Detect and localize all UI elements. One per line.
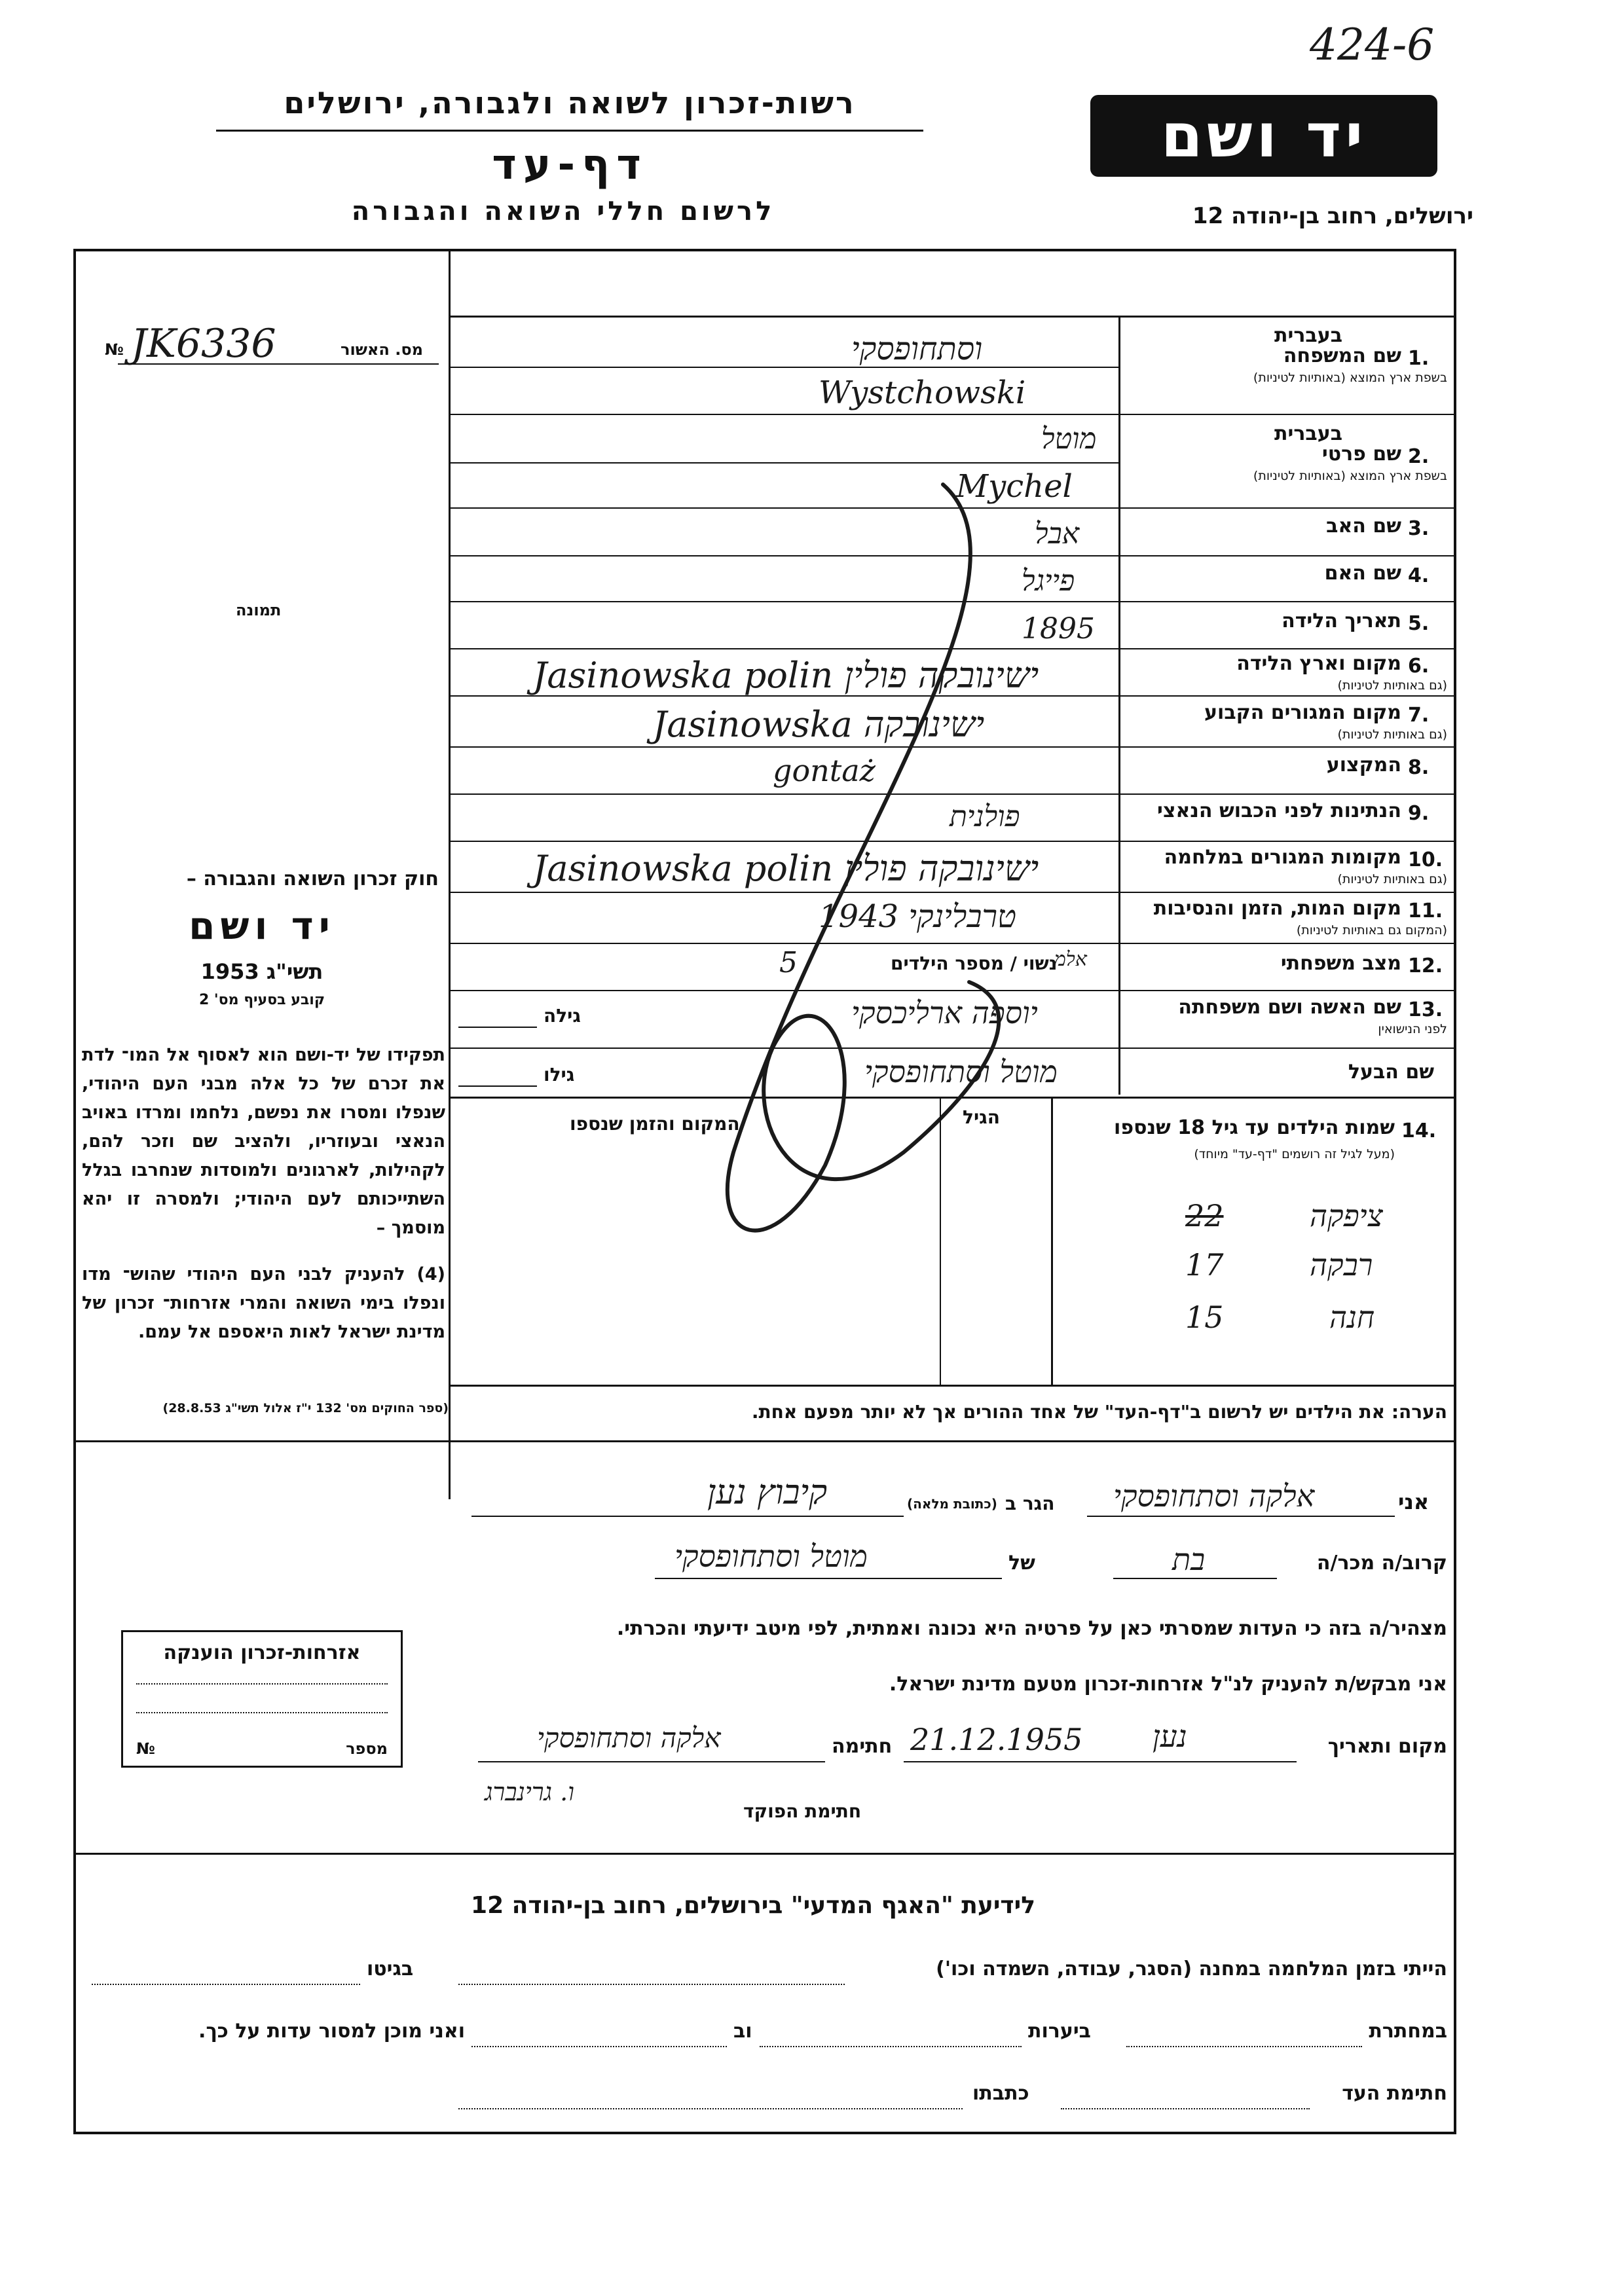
declarant-address-hint: (כתובת מלאה) [907,1496,997,1512]
section-line [449,1385,1456,1387]
value-death: טרבלינקי 1943 [819,898,1017,935]
approval-label: מס. האשור [341,340,423,359]
law-reference: (ספר החוקים מס' 132 י"ז אלול תשי"ג 28.8.53) [162,1401,449,1415]
law-clause: קובע בסעיף מס' 2 [198,992,325,1008]
husband-label: שם הבעל [1348,1061,1434,1084]
approval-number: JK6336 [131,321,276,367]
field-4-number: 4. [1408,564,1430,587]
law-bottom-line [73,1440,450,1442]
child-1-name: ציפקה [1310,1198,1383,1233]
of-name-line [655,1578,1002,1579]
officer-label: חתימת הפוקד [743,1800,862,1822]
approval-underline [118,363,439,365]
bottom-line1-label: הייתי בזמן המלחמה במחנה (הסגר, עבודה, השמדה וכו') [936,1958,1447,1980]
top-row-divider [449,316,1456,318]
value-father: אבל [1035,517,1080,551]
form-subtitle: לרשום חללי השואה והגבורה [351,196,775,227]
value-first-lat: Mychel [956,468,1073,505]
signature: אלקה וסתחופסקי [537,1722,721,1754]
declarant-ani: אני [1398,1489,1430,1514]
field-12-label: מצב משפחתי [1280,952,1401,975]
child-1-age: 22 [1185,1198,1224,1233]
field-11-sublabel: (המקום גם באותיות לטיניות) [1296,923,1447,938]
bottom-line2-fill [1126,2046,1362,2047]
org-title: רשות-זכרון לשואה ולגבורה, ירושלים [284,85,856,120]
section-line [449,1440,1456,1442]
place: נען [1153,1719,1187,1754]
children-num: 14. [1401,1120,1437,1142]
of-name: מוטל וסתחופסקי [674,1539,868,1574]
bottom-line1-end: בגיטו [367,1958,414,1980]
bottom-line1-fill [458,1984,845,1985]
age-label-husband: גילו [544,1064,575,1085]
field-2-label: שם פרטי [1321,443,1401,465]
marital-options: נשוי / מספר הילדים [891,953,1058,974]
section-line [73,1853,1456,1855]
field-13-number: 13. [1408,998,1443,1021]
bottom-line2-label: במחתרת [1369,2020,1447,2043]
field-10-sublabel: (גם באותיות לטיניות) [1337,872,1447,886]
field-1-number: 1. [1408,347,1430,370]
declarant-lives-in: הגר ב [1005,1493,1055,1514]
value-family-he: וסתחופסקי [851,331,983,367]
law-year: תשי"ג 1953 [200,959,323,984]
children-col-age: הגיל [963,1106,1000,1128]
field-2-sublabel: בשפת ארץ המוצא (באותיות לטיניות) [1253,469,1447,483]
bottom-line3-mid-fill [458,2108,963,2109]
value-mother: פייגל [1022,564,1075,598]
box-no-sign: № [136,1740,155,1758]
field-12-number: 12. [1408,955,1443,977]
value-husband: מוטל וסתחופסקי [864,1054,1058,1089]
field-1-sublabel: בשפת ארץ המוצא (באותיות לטיניות) [1253,371,1447,385]
child-2-name: רבקה [1310,1247,1373,1283]
value-wife: יוספה ארליכסקי [851,995,1038,1030]
bottom-title: לידיעת "האגף המדעי" בירושלים, רחוב בן-יהודה 12 [471,1892,1035,1919]
field-5-number: 5. [1408,612,1430,635]
date: 21.12.1955 [910,1722,1083,1757]
row-line [449,414,1456,415]
law-heading: חוק זכרון השואה והגבורה – [186,867,439,890]
value-birth: 1895 [1022,612,1095,646]
field-6-sublabel: (גם באותיות לטיניות) [1337,678,1447,693]
children-label: שמות הילדים עד גיל 18 שנספו [1114,1116,1395,1139]
declarant-name: אלקה וסתחופסקי [1113,1478,1315,1514]
value-first-he: מוטל [1041,422,1097,456]
approval-no-sign: № [105,340,124,359]
age-husband-line [458,1085,537,1087]
age-wife-line [458,1027,537,1028]
declarant-address: קיבוץ נען [707,1473,828,1512]
officer-signature: ו. גרינברג [485,1777,574,1806]
value-family-lat: Wystchowski [819,374,1026,411]
bottom-line2-and-fill [471,2046,727,2047]
law-paragraph-1: תפקידו של יד-ושם הוא לאסוף אל המו־ לדת את זכרם של כל אלה מבני העם היהודי, שנפלו ומסרו את נפשם, נלחמו ומרדו באויב הנאצי ובעוזריו, ולהציב שם וזכר להם, לקהילות, לארגונים ולמוסדות שנחרבו בגלל השתייכותם לעם היהודי; ולמסרה זו יהא מוסמך – [82,1045,445,1238]
bottom-line2-end: ואני מוכן למסור עדות על כך. [198,2020,465,2043]
children-sub: (מעל לגיל זה רושמים "דף-עד" מיוחד) [1194,1147,1395,1161]
field-13-label: שם האשה ושם משפחתה [1178,996,1401,1019]
field-13-sublabel: לפני הנישואין [1378,1022,1447,1036]
box-number-label: מספר [346,1740,388,1758]
field-3-label: שם האב [1326,515,1401,538]
value-profession: gontaż [773,753,876,788]
relation: בת [1172,1542,1206,1577]
citizenship-granted-box [121,1630,403,1768]
signature-label: חתימה [832,1735,893,1758]
left-column-divider [449,249,451,1499]
field-6-label: מקום וארץ הלידה [1236,652,1401,675]
field-11-number: 11. [1408,900,1443,922]
field-1-label: שם המשפחה [1283,344,1401,367]
crossout-stroke [576,458,1139,1309]
value-residence: Jasinowska ישינובקה [652,704,985,745]
declaration-text: מצהיר/ה בזה כי העדות שמסרתי כאן על פרטיה היא נכונה ואמתית, לפי מיטב ידיעתי והכרתי. [616,1617,1447,1640]
address: ירושלים, רחוב בן-יהודה 12 [1192,203,1473,229]
children-col-divider [1051,1097,1053,1385]
field-8-number: 8. [1408,756,1430,779]
law-paragraph-2: (4) להעניק לבני העם היהודי שהוש־ מדו ונפלו בימי השואה והמרי אזרחות־ זכרון של מדינת ישראל לאות היאספם אל עמם. [82,1264,445,1342]
bottom-line2-mid-fill [760,2046,1022,2047]
place-date-label: מקום ותאריך [1327,1735,1447,1758]
bottom-line1-end-fill [92,1984,360,1985]
law-bottom-right [449,1440,451,1499]
bottom-line3-label: חתימת העד [1342,2082,1447,2105]
row-line [449,367,1118,368]
field-3-number: 3. [1408,517,1430,540]
bottom-line3-fill [1061,2108,1310,2109]
value-war-places: Jasinowska polin ישינובקה פולין [532,848,1039,889]
field-5-label: תאריך הלידה [1282,610,1401,632]
of-label: של [1008,1552,1035,1575]
relation-line [1113,1578,1277,1579]
request-text: אני מבקש/ת להעניק לנ"ל אזרחות-זכרון מטעם מדינת ישראל. [889,1673,1447,1696]
field-6-number: 6. [1408,655,1430,678]
lang-hebrew-2: בעברית [1274,422,1342,445]
child-3-name: חנה [1329,1300,1375,1335]
archive-number: 424-6 [1310,20,1435,70]
bottom-line2-and: וב [733,2020,752,2043]
children-col-place: המקום והזמן שנספו [570,1113,740,1135]
field-10-label: מקומות המגורים במלחמה [1164,846,1401,869]
org-title-underline [216,130,923,132]
bottom-line3-mid: כתבתו [972,2082,1029,2105]
law-name: יד ושם [189,903,335,948]
value-birth-place: Jasinowska polin ישינובקה פולין [532,655,1039,696]
field-11-label: מקום המות, הזמן והנסיבות [1153,897,1401,920]
children-count: 5 [779,946,798,979]
box-title: אזרחות-זכרון הוענקה [163,1641,361,1664]
field-4-label: שם האם [1324,562,1401,585]
child-2-age: 17 [1185,1247,1224,1283]
age-label-wife: גילה [544,1005,581,1027]
field-9-label: הנתינות לפני הכבוש הנאצי [1157,799,1401,822]
relative-label: קרוב/ה מכר/ה [1316,1552,1447,1575]
logo-text: יד ושם [1160,101,1367,171]
field-9-number: 9. [1408,802,1430,825]
note-text: הערה: את הילדים יש לרשום ב"דף-העד" של אחד ההורים אך לא יותר מפעם אחת. [751,1401,1447,1423]
value-citizenship: פולנית [950,800,1020,833]
field-7-sublabel: (גם באותיות לטיניות) [1337,727,1447,742]
lang-hebrew-1: בעברית [1274,324,1342,347]
form-title: דף-עד [492,141,648,189]
children-col-divider [940,1097,941,1385]
place-date-line [904,1761,1297,1762]
field-7-label: מקום המגורים הקבוע [1204,701,1401,724]
declarant-address-line [471,1516,904,1517]
photo-label: תמונה [236,601,282,619]
field-2-number: 2. [1408,445,1430,468]
declarant-name-line [1087,1516,1395,1517]
child-3-age: 15 [1185,1300,1224,1335]
field-10-number: 10. [1408,848,1443,871]
field-7-number: 7. [1408,704,1430,727]
signature-line [478,1761,825,1762]
bottom-line2-mid: ביערות [1028,2020,1091,2043]
field-8-label: המקצוע [1326,754,1401,776]
marital-note: אלמ [1054,948,1087,971]
logo-yad-vashem [1090,95,1437,177]
